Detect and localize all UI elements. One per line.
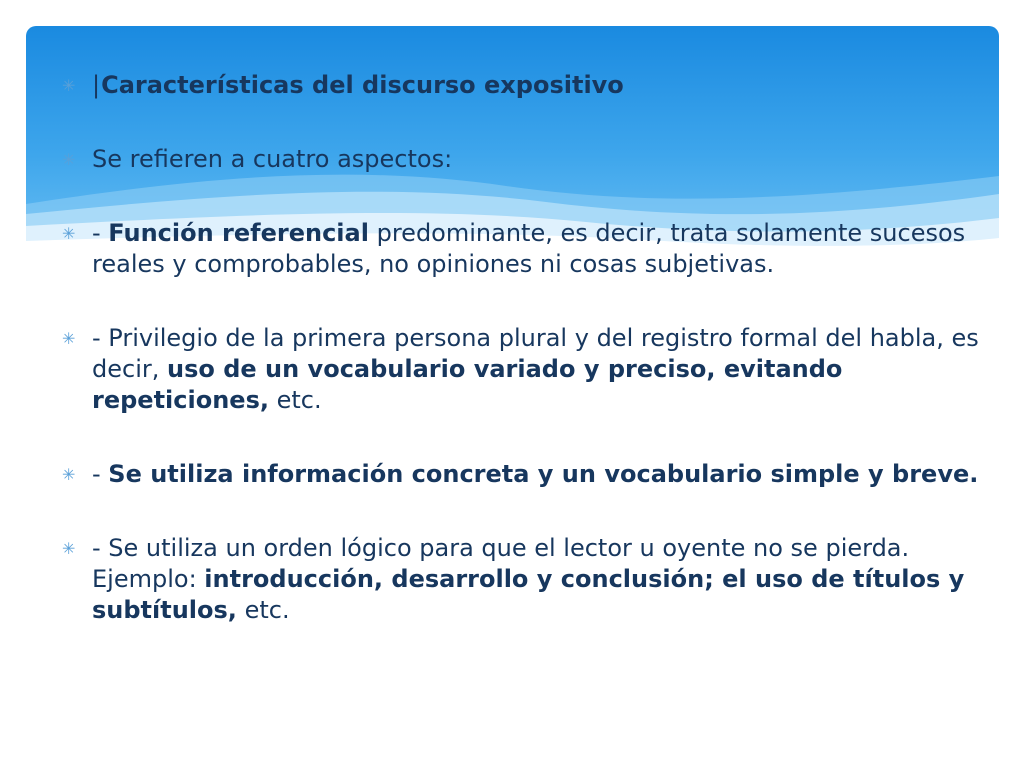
asterisk-bullet-icon: ✳ — [62, 465, 76, 484]
list-item-point-2 — [62, 323, 982, 416]
point-4-rest: etc. — [236, 596, 290, 624]
point-2-rest: etc. — [268, 386, 322, 414]
list-item-intro — [62, 144, 982, 175]
point-1-bold: Función referencial — [108, 219, 369, 247]
list-item-title — [62, 70, 982, 101]
point-4-prefix: - Se utiliza un orden lógico para que el lector u oyente no se pierda. Ejemplo: — [92, 534, 910, 593]
point-3-prefix: - — [92, 460, 109, 488]
point-2-prefix: - Privilegio de la primera persona plural y del registro formal del habla, es decir, — [92, 324, 979, 383]
list-item-point-3 — [62, 459, 982, 490]
text-cursor: | — [92, 71, 101, 99]
point-1-rest: predominante, es decir, trata solamente sucesos reales y comprobables, no opiniones ni cosas subjetivas. — [92, 219, 966, 278]
point-2-bold: uso de un vocabulario variado y preciso, evitando repeticiones, — [92, 355, 843, 414]
point-3-bold: Se utiliza información concreta y un vocabulario simple y breve. — [108, 460, 979, 488]
point-1-prefix: - — [92, 219, 109, 247]
slide-content — [62, 70, 982, 669]
list-item-point-1 — [62, 218, 982, 280]
asterisk-bullet-icon: ✳ — [62, 76, 76, 95]
asterisk-bullet-icon: ✳ — [62, 150, 76, 169]
asterisk-bullet-icon: ✳ — [62, 329, 76, 348]
point-4-bold: introducción, desarrollo y conclusión; el uso de títulos y subtítulos, — [92, 565, 965, 624]
list-item-point-4 — [62, 533, 982, 626]
asterisk-bullet-icon: ✳ — [62, 539, 76, 558]
slide-title: Características del discurso expositivo — [101, 71, 624, 99]
asterisk-bullet-icon: ✳ — [62, 224, 76, 243]
intro-text: Se refieren a cuatro aspectos: — [92, 145, 453, 173]
